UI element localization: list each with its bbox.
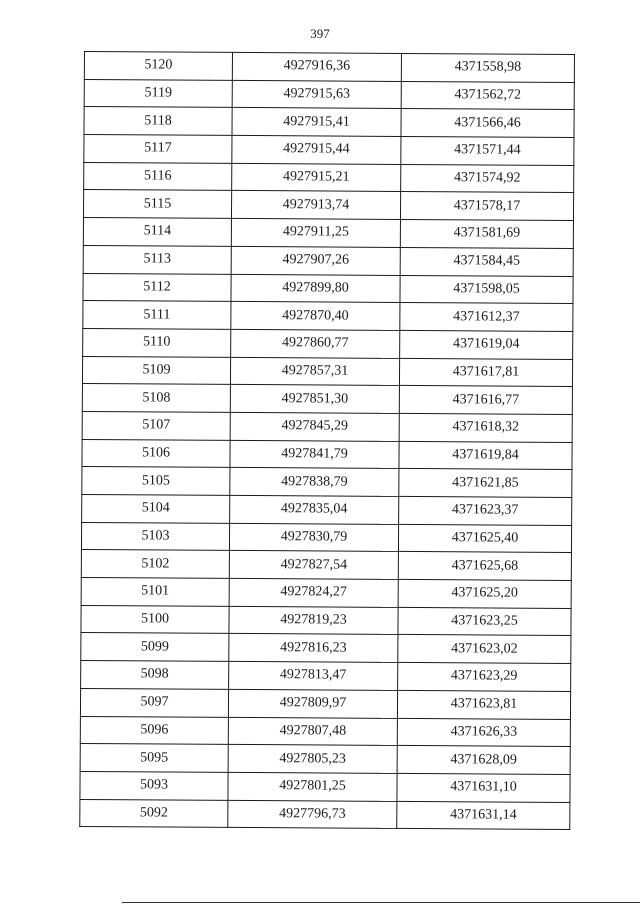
point-number-cell: 5112	[83, 273, 231, 302]
x-coordinate-cell: 4927796,73	[228, 800, 397, 829]
x-coordinate-cell: 4927838,79	[230, 468, 399, 497]
y-coordinate-cell: 4371584,45	[400, 247, 573, 276]
table-row	[84, 162, 574, 193]
x-coordinate-cell: 4927915,63	[232, 80, 401, 109]
y-coordinate-cell: 4371578,17	[400, 192, 573, 221]
y-coordinate-cell: 4371581,69	[400, 220, 573, 249]
table-row	[81, 661, 571, 692]
point-number-cell: 5105	[82, 467, 230, 496]
y-coordinate-cell: 4371571,44	[401, 137, 574, 166]
point-number-cell: 5106	[82, 439, 230, 468]
point-number-cell: 5107	[82, 411, 230, 440]
table-row	[80, 771, 570, 802]
table-row	[83, 301, 573, 332]
table-row	[80, 799, 570, 830]
table-row	[84, 107, 574, 138]
table-row	[82, 467, 572, 498]
y-coordinate-cell: 4371562,72	[401, 81, 574, 110]
y-coordinate-cell: 4371628,09	[397, 746, 570, 775]
point-number-cell: 5099	[81, 633, 229, 662]
point-number-cell: 5103	[81, 522, 229, 551]
table-row	[83, 273, 573, 304]
y-coordinate-cell: 4371621,85	[399, 469, 572, 498]
y-coordinate-cell: 4371626,33	[397, 718, 570, 747]
x-coordinate-cell: 4927860,77	[231, 329, 400, 358]
table-row	[81, 550, 571, 581]
table-row	[84, 79, 574, 110]
x-coordinate-cell: 4927824,27	[229, 578, 398, 607]
y-coordinate-cell: 4371619,84	[399, 441, 572, 470]
x-coordinate-cell: 4927816,23	[229, 634, 398, 663]
table-row	[84, 52, 574, 83]
point-number-cell: 5118	[84, 107, 232, 136]
table-row	[81, 522, 571, 553]
x-coordinate-cell: 4927827,54	[229, 551, 398, 580]
x-coordinate-cell: 4927841,79	[230, 440, 399, 469]
point-number-cell: 5109	[82, 356, 230, 385]
point-number-cell: 5095	[80, 744, 228, 773]
point-number-cell: 5100	[81, 605, 229, 634]
x-coordinate-cell: 4927813,47	[229, 662, 398, 691]
table-row	[84, 135, 574, 166]
table-row	[82, 411, 572, 442]
table-row	[80, 744, 570, 775]
x-coordinate-cell: 4927915,41	[232, 108, 401, 137]
point-number-cell: 5120	[84, 52, 232, 81]
y-coordinate-cell: 4371618,32	[399, 413, 572, 442]
x-coordinate-cell: 4927845,29	[230, 412, 399, 441]
coordinates-table-body	[80, 52, 575, 830]
point-number-cell: 5108	[82, 384, 230, 413]
y-coordinate-cell: 4371625,68	[398, 552, 571, 581]
point-number-cell: 5093	[80, 771, 228, 800]
y-coordinate-cell: 4371574,92	[401, 164, 574, 193]
x-coordinate-cell: 4927830,79	[229, 523, 398, 552]
x-coordinate-cell: 4927809,97	[228, 689, 397, 718]
x-coordinate-cell: 4927870,40	[231, 302, 400, 331]
table-row	[81, 578, 571, 609]
table-row	[83, 218, 573, 249]
coordinates-table	[79, 51, 575, 830]
table-row	[83, 328, 573, 359]
table-row	[80, 716, 570, 747]
x-coordinate-cell: 4927801,25	[228, 772, 397, 801]
y-coordinate-cell: 4371623,37	[399, 496, 572, 525]
table-row	[80, 688, 570, 719]
y-coordinate-cell: 4371625,40	[398, 524, 571, 553]
y-coordinate-cell: 4371623,02	[398, 635, 571, 664]
table-row	[83, 245, 573, 276]
x-coordinate-cell: 4927913,74	[231, 191, 400, 220]
point-number-cell: 5110	[83, 328, 231, 357]
y-coordinate-cell: 4371612,37	[400, 303, 573, 332]
x-coordinate-cell: 4927819,23	[229, 606, 398, 635]
y-coordinate-cell: 4371598,05	[400, 275, 573, 304]
y-coordinate-cell: 4371558,98	[401, 53, 574, 82]
x-coordinate-cell: 4927911,25	[231, 219, 400, 248]
table-row	[83, 190, 573, 221]
y-coordinate-cell: 4371631,10	[397, 773, 570, 802]
y-coordinate-cell: 4371625,20	[398, 579, 571, 608]
point-number-cell: 5116	[84, 162, 232, 191]
x-coordinate-cell: 4927907,26	[231, 246, 400, 275]
x-coordinate-cell: 4927915,44	[232, 135, 401, 164]
x-coordinate-cell: 4927807,48	[228, 717, 397, 746]
point-number-cell: 5113	[83, 245, 231, 274]
table-row	[82, 439, 572, 470]
point-number-cell: 5111	[83, 301, 231, 330]
point-number-cell: 5098	[81, 661, 229, 690]
x-coordinate-cell: 4927851,30	[230, 385, 399, 414]
point-number-cell: 5097	[80, 688, 228, 717]
table-row	[82, 494, 572, 525]
y-coordinate-cell: 4371566,46	[401, 109, 574, 138]
table-row	[81, 605, 571, 636]
table-row	[81, 633, 571, 664]
y-coordinate-cell: 4371616,77	[399, 386, 572, 415]
point-number-cell: 5117	[84, 135, 232, 164]
x-coordinate-cell: 4927805,23	[228, 745, 397, 774]
x-coordinate-cell: 4927916,36	[232, 52, 401, 81]
point-number-cell: 5114	[83, 218, 231, 247]
point-number-cell: 5119	[84, 79, 232, 108]
point-number-cell: 5102	[81, 550, 229, 579]
point-number-cell: 5101	[81, 578, 229, 607]
point-number-cell: 5115	[83, 190, 231, 219]
x-coordinate-cell: 4927899,80	[231, 274, 400, 303]
point-number-cell: 5096	[80, 716, 228, 745]
x-coordinate-cell: 4927857,31	[230, 357, 399, 386]
x-coordinate-cell: 4927915,21	[232, 163, 401, 192]
y-coordinate-cell: 4371623,81	[397, 690, 570, 719]
y-coordinate-cell: 4371617,81	[399, 358, 572, 387]
point-number-cell: 5104	[82, 494, 230, 523]
y-coordinate-cell: 4371631,14	[397, 801, 570, 830]
bottom-divider	[122, 902, 640, 903]
x-coordinate-cell: 4927835,04	[230, 495, 399, 524]
page-number: 397	[310, 26, 330, 41]
y-coordinate-cell: 4371623,29	[398, 663, 571, 692]
table-row	[82, 384, 572, 415]
y-coordinate-cell: 4371623,25	[398, 607, 571, 636]
point-number-cell: 5092	[80, 799, 228, 828]
table-row	[82, 356, 572, 387]
y-coordinate-cell: 4371619,04	[400, 330, 573, 359]
